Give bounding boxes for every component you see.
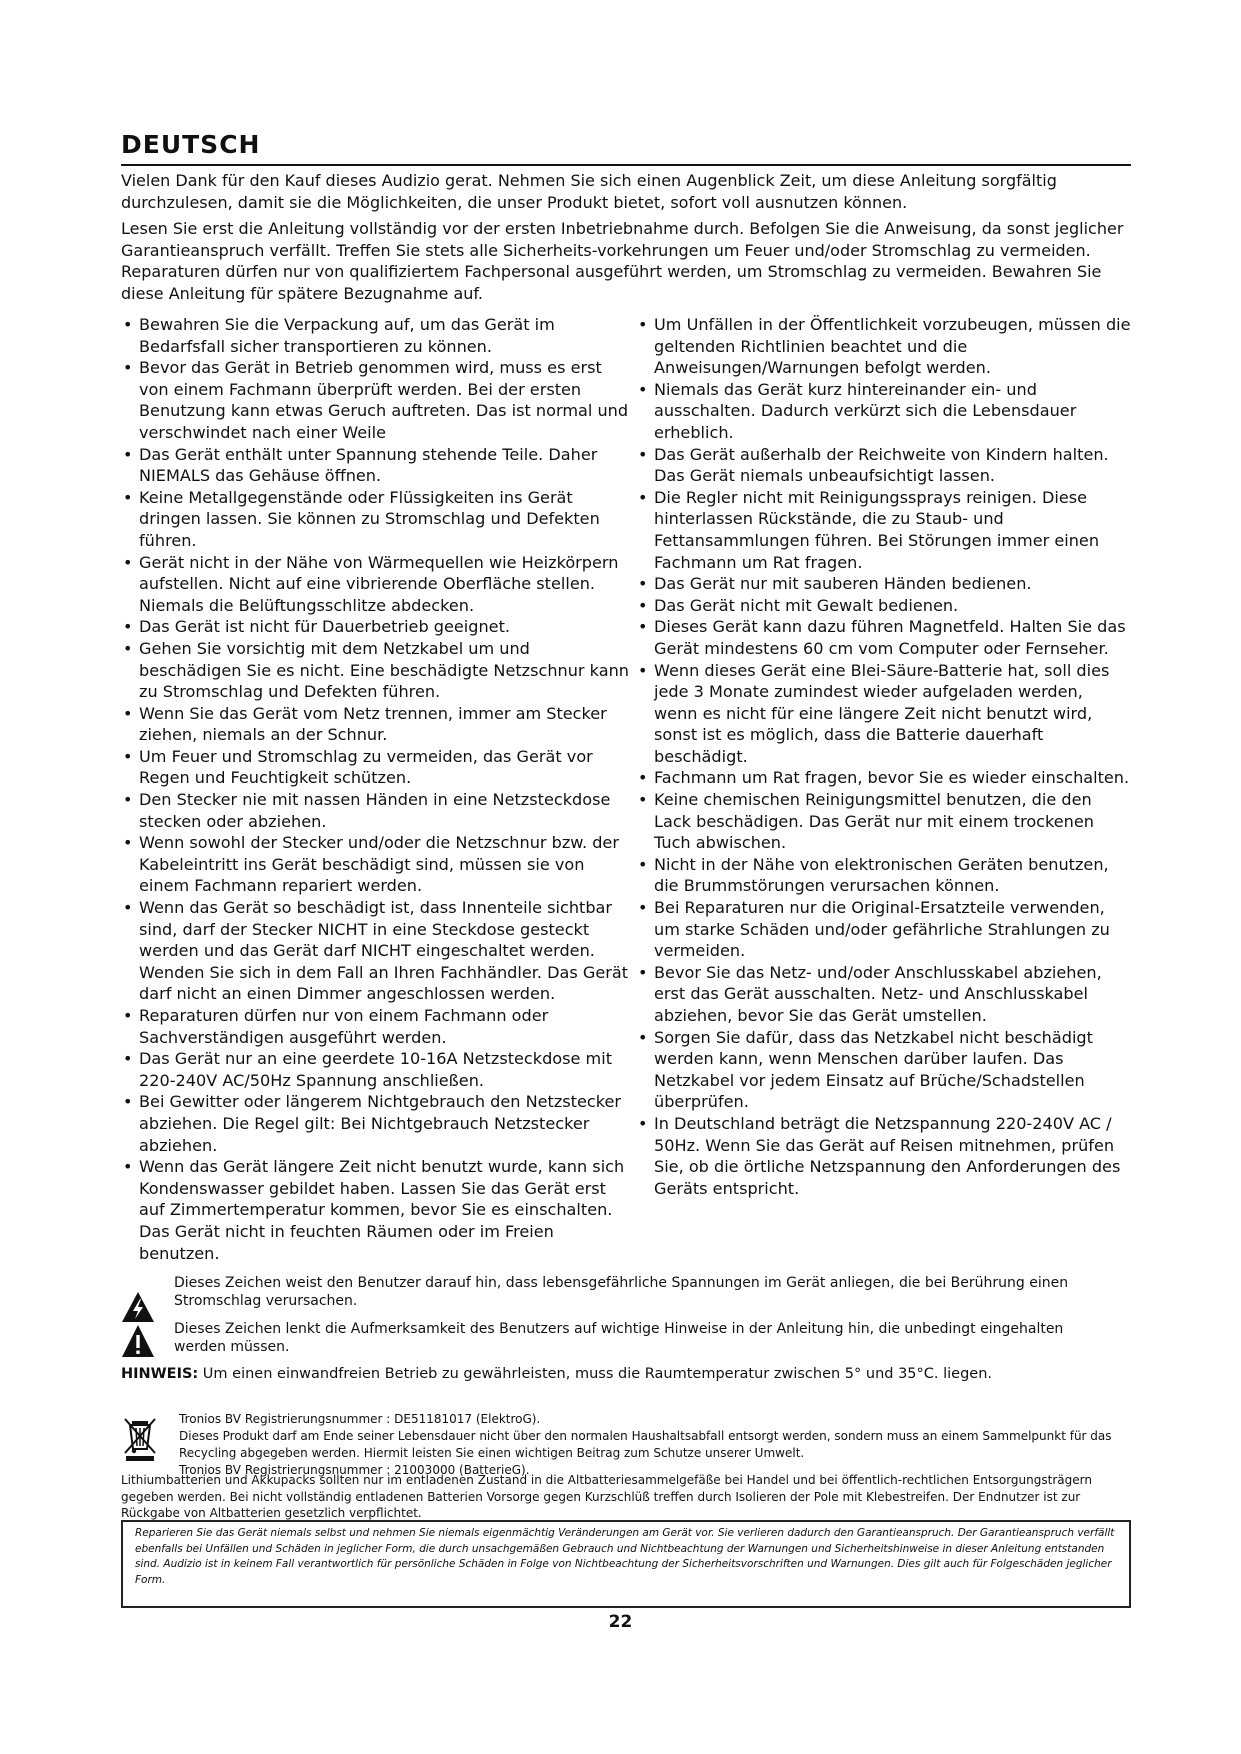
warranty-disclaimer-box — [121, 1520, 1131, 1608]
list-item: • Wenn dieses Gerät eine Blei-Säure-Batterie hat, soll dies jede 3 Monate zumindest wieder aufgeladen werden, wenn es nicht für eine längere Zeit nicht benutzt wird, sonst ist es möglich, dass die Batterie dauerhaft beschädigt. — [636, 660, 1131, 768]
safety-list-right — [636, 314, 1131, 1199]
list-item: • Niemals das Gerät kurz hintereinander ein- und ausschalten. Dadurch verkürzt sich die Lebensdauer erheblich. — [636, 379, 1131, 444]
list-item: • Den Stecker nie mit nassen Händen in eine Netzsteckdose stecken oder abziehen. — [121, 789, 631, 832]
warranty-disclaimer-text: Reparieren Sie das Gerät niemals selbst und nehmen Sie niemals eigenmächtig Veränderungen am Gerät vor. Sie verlieren dadurch den Garantieanspruch. Der Garantieanspruch verfällt ebenfalls bei Unfällen und Schäden in jeglicher Form, die durch unsachgemäßen Gebrauch und Nichtbeachtung der Warnungen und Sicherheitshinweise in dieser Anleitung entstanden sind. Audizio ist in keinem Fall verantwortlich für persönliche Schäden in Folge von Nichtbeachtung der Sicherheitsvorschriften und Warnungen. Dies gilt auch für Folgeschäden jeglicher Form. — [135, 1527, 1115, 1586]
list-item: • Keine chemischen Reinigungsmittel benutzen, die den Lack beschädigen. Das Gerät nur mit einem trockenen Tuch abwischen. — [636, 789, 1131, 854]
list-item: • Sorgen Sie dafür, dass das Netzkabel nicht beschädigt werden kann, wenn Menschen darüber laufen. Das Netzkabel vor jedem Einsatz auf Brüche/Schadstellen überprüfen. — [636, 1027, 1131, 1113]
list-item: • Das Gerät ist nicht für Dauerbetrieb geeignet. — [121, 616, 631, 638]
section-heading — [121, 130, 1131, 166]
intro-paragraph-1: Vielen Dank für den Kauf dieses Audizio gerat. Nehmen Sie sich einen Augenblick Zeit, um diese Anleitung sorgfältig durchzulesen, damit sie die Möglichkeiten, die unser Produkt bietet, sofort voll ausnutzen können. — [121, 171, 1057, 212]
electric-shock-warning-icon — [121, 1290, 155, 1324]
weee-notice — [121, 1411, 1131, 1477]
exclamation-warning-icon — [121, 1324, 155, 1358]
list-item: • Um Feuer und Stromschlag zu vermeiden, das Gerät vor Regen und Feuchtigkeit schützen. — [121, 746, 631, 789]
heading-text: DEUTSCH — [121, 130, 261, 159]
hinweis-note — [121, 1364, 1131, 1384]
battery-disposal-text: Lithiumbatterien und Akkupacks sollten nur im entladenen Zustand in die Altbatteriesammelgefäße bei Handel und bei öffentlich-rechtlichen Entsorgungsträgern gegeben werden. Bei nicht vollständig entladenen Batterien Vorsorge gegen Kurzschlüß treffen durch Isolieren der Pole mit Klebestreifen. Der Endnutzer ist zur Rückgabe von Altbatterien gesetzlich verpflichtet. — [121, 1473, 1092, 1520]
list-item: • In Deutschland beträgt die Netzspannung 220-240V AC / 50Hz. Wenn Sie das Gerät auf Reisen mitnehmen, prüfen Sie, ob die örtliche Netzspannung den Anforderungen des Geräts entspricht. — [636, 1113, 1131, 1199]
list-item: • Um Unfällen in der Öffentlichkeit vorzubeugen, müssen die geltenden Richtlinien beachtet und die Anweisungen/Warnungen befolgt werden. — [636, 314, 1131, 379]
list-item: • Wenn sowohl der Stecker und/oder die Netzschnur bzw. der Kabeleintritt ins Gerät beschädigt sind, müssen sie von einem Fachmann repariert werden. — [121, 832, 631, 897]
list-item: • Fachmann um Rat fragen, bevor Sie es wieder einschalten. — [636, 767, 1131, 789]
list-item: • Bevor Sie das Netz- und/oder Anschlusskabel abziehen, erst das Gerät ausschalten. Netz- und Anschlusskabel abziehen, bevor Sie das Gerät umstellen. — [636, 962, 1131, 1027]
list-item: • Reparaturen dürfen nur von einem Fachmann oder Sachverständigen ausgeführt werden. — [121, 1005, 631, 1048]
weee-disposal-text: Dieses Produkt darf am Ende seiner Lebensdauer nicht über den normalen Haushaltsabfall entsorgt werden, sondern muss an einem Sammelpunkt für das Recycling abgegeben werden. Hiermit leisten Sie einen wichtigen Beitrag zum Schutze unserer Umwelt. — [179, 1429, 1112, 1460]
page-number: 22 — [608, 1612, 633, 1632]
list-item: • Dieses Gerät kann dazu führen Magnetfeld. Halten Sie das Gerät mindestens 60 cm vom Computer oder Fernseher. — [636, 616, 1131, 659]
crossed-out-wheelie-bin-icon — [123, 1417, 157, 1461]
list-item: • Das Gerät nicht mit Gewalt bedienen. — [636, 595, 1131, 617]
weee-text-block — [179, 1411, 1129, 1479]
list-item: • Das Gerät nur an eine geerdete 10-16A Netzsteckdose mit 220-240V AC/50Hz Spannung anschließen. — [121, 1048, 631, 1091]
hinweis-text: Um einen einwandfreien Betrieb zu gewährleisten, muss die Raumtemperatur zwischen 5° und 35°C. liegen. — [198, 1366, 993, 1382]
list-item: • Bei Gewitter oder längerem Nichtgebrauch den Netzstecker abziehen. Die Regel gilt: Bei Nichtgebrauch Netzstecker abziehen. — [121, 1091, 631, 1156]
shock-warning-note — [121, 1274, 1131, 1314]
weee-registration-batterieg: Tronios BV Registrierungsnummer : 21003000 (BatterieG). — [179, 1463, 530, 1477]
attention-warning-text: Dieses Zeichen lenkt die Aufmerksamkeit des Benutzers auf wichtige Hinweise in der Anleitung hin, die unbedingt eingehalten werden müssen. — [174, 1321, 1064, 1355]
list-item: • Gehen Sie vorsichtig mit dem Netzkabel um und beschädigen Sie es nicht. Eine beschädigte Netzschnur kann zu Stromschlag und Defekten führen. — [121, 638, 631, 703]
list-item: • Wenn Sie das Gerät vom Netz trennen, immer am Stecker ziehen, niemals an der Schnur. — [121, 703, 631, 746]
list-item: • Das Gerät nur mit sauberen Händen bedienen. — [636, 573, 1131, 595]
list-item: • Bevor das Gerät in Betrieb genommen wird, muss es erst von einem Fachmann überprüft werden. Bei der ersten Benutzung kann etwas Geruch auftreten. Das ist normal und verschwindet nach einer Weile — [121, 357, 631, 443]
shock-warning-text: Dieses Zeichen weist den Benutzer darauf hin, dass lebensgefährliche Spannungen im Gerät anliegen, die bei Berührung einen Stromschlag verursachen. — [174, 1275, 1069, 1309]
list-item: • Bei Reparaturen nur die Original-Ersatzteile verwenden, um starke Schäden und/oder gefährliche Strahlungen zu vermeiden. — [636, 897, 1131, 962]
list-item: • Das Gerät enthält unter Spannung stehende Teile. Daher NIEMALS das Gehäuse öffnen. — [121, 444, 631, 487]
list-item: • Die Regler nicht mit Reinigungssprays reinigen. Diese hinterlassen Rückstände, die zu Staub- und Fettansammlungen führen. Bei Störungen immer einen Fachmann um Rat fragen. — [636, 487, 1131, 573]
attention-warning-note — [121, 1320, 1131, 1360]
list-item: • Nicht in der Nähe von elektronischen Geräten benutzen, die Brummstörungen verursachen können. — [636, 854, 1131, 897]
intro-paragraph-2: Lesen Sie erst die Anleitung vollständig vor der ersten Inbetriebnahme durch. Befolgen Sie die Anweisung, da sonst jeglicher Garantieanspruch verfällt. Treffen Sie stets alle Sicherheits-vorkehrungen um Feuer und/oder Stromschlag zu vermeiden. Reparaturen dürfen nur von qualifiziertem Fachpersonal ausgeführt werden, um Stromschlag zu vermeiden. Bewahren Sie diese Anleitung für spätere Bezugnahme auf. — [121, 219, 1124, 303]
weee-registration-elektrog: Tronios BV Registrierungsnummer : DE51181017 (ElektroG). — [179, 1412, 541, 1426]
list-item: • Keine Metallgegenstände oder Flüssigkeiten ins Gerät dringen lassen. Sie können zu Stromschlag und Defekten führen. — [121, 487, 631, 552]
list-item: • Wenn das Gerät längere Zeit nicht benutzt wurde, kann sich Kondenswasser gebildet haben. Lassen Sie das Gerät erst auf Zimmertemperatur kommen, bevor Sie es einschalten. Das Gerät nicht in feuchten Räumen oder im Freien benutzen. — [121, 1156, 631, 1264]
list-item: • Bewahren Sie die Verpackung auf, um das Gerät im Bedarfsfall sicher transportieren zu können. — [121, 314, 631, 357]
list-item: • Gerät nicht in der Nähe von Wärmequellen wie Heizkörpern aufstellen. Nicht auf eine vibrierende Oberfläche stellen. Niemals die Belüftungsschlitze abdecken. — [121, 552, 631, 617]
list-item: • Wenn das Gerät so beschädigt ist, dass Innenteile sichtbar sind, darf der Stecker NICHT in eine Steckdose gesteckt werden und das Gerät darf NICHT eingeschaltet werden. Wenden Sie sich in dem Fall an Ihren Fachhändler. Das Gerät darf nicht an einen Dimmer angeschlossen werden. — [121, 897, 631, 1005]
list-item: • Das Gerät außerhalb der Reichweite von Kindern halten. Das Gerät niemals unbeaufsichtigt lassen. — [636, 444, 1131, 487]
hinweis-label: HINWEIS: — [121, 1366, 199, 1382]
safety-list-left — [121, 314, 631, 1264]
